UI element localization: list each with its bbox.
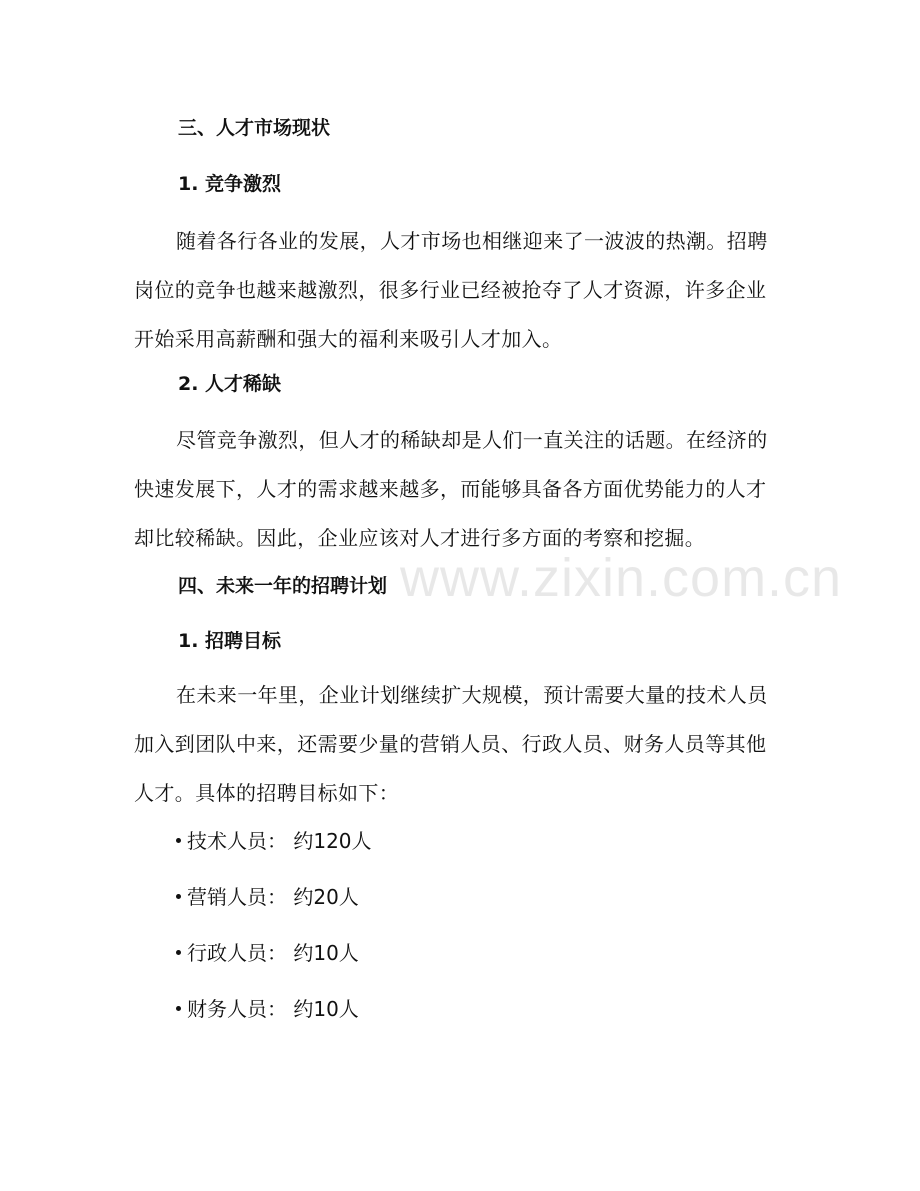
- bullet-icon: [176, 838, 181, 843]
- list-item-text: 行政人员： 约10人: [187, 941, 359, 965]
- section-heading-recruitment-plan: 四、未来一年的招聘计划: [178, 575, 388, 597]
- subheading-talent-scarcity: 2. 人才稀缺: [178, 373, 282, 395]
- bullet-icon: [176, 894, 181, 899]
- paragraph-talent-scarcity: 尽管竞争激烈，但人才的稀缺却是人们一直关注的话题。在经济的快速发展下，人才的需求越来越多，而能够具备各方面优势能力的人才却比较稀缺。因此，企业应该对人才进行多方面的考察和挖掘。: [134, 428, 768, 550]
- list-item: [176, 996, 359, 1022]
- subheading-competition: 1. 竞争激烈: [178, 173, 282, 195]
- section-heading-talent-market: 三、人才市场现状: [178, 117, 331, 139]
- bullet-icon: [176, 950, 181, 955]
- list-item: [176, 884, 359, 910]
- watermark: www.zixin.com.cn: [400, 548, 843, 608]
- bullet-icon: [176, 1006, 181, 1011]
- paragraph-competition: 随着各行各业的发展，人才市场也相继迎来了一波波的热潮。招聘岗位的竞争也越来越激烈，很多行业已经被抢夺了人才资源，许多企业开始采用高薪酬和强大的福利来吸引人才加入。: [134, 229, 768, 351]
- paragraph-recruitment-goal: 在未来一年里，企业计划继续扩大规模，预计需要大量的技术人员加入到团队中来，还需要少量的营销人员、行政人员、财务人员等其他人才。具体的招聘目标如下：: [134, 683, 768, 805]
- subheading-recruitment-goal: 1. 招聘目标: [178, 630, 282, 652]
- list-item-text: 营销人员： 约20人: [187, 885, 359, 909]
- list-item: [176, 940, 359, 966]
- list-item: [176, 828, 372, 854]
- list-item-text: 技术人员： 约120人: [187, 829, 372, 853]
- list-item-text: 财务人员： 约10人: [187, 997, 359, 1021]
